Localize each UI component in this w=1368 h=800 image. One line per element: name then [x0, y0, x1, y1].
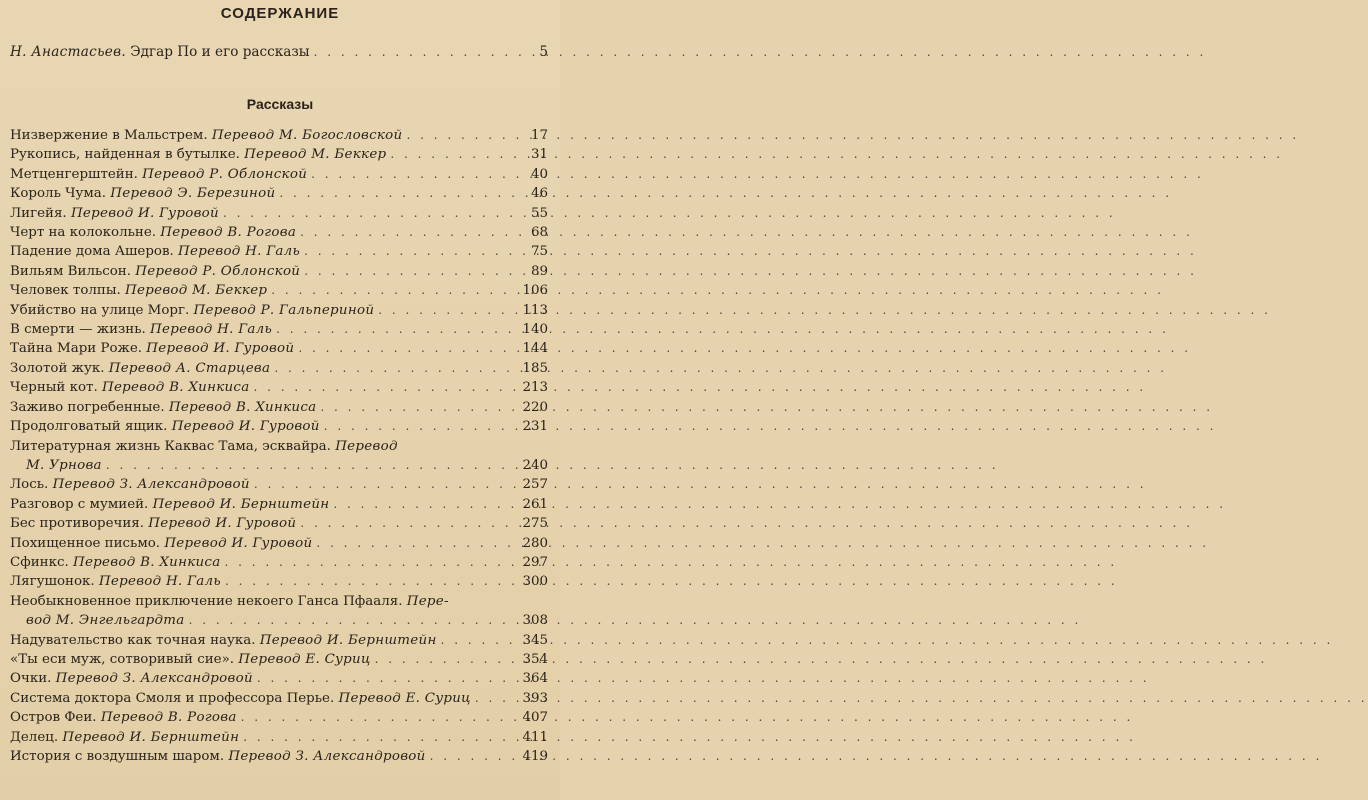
page-number: 261 — [522, 496, 548, 512]
page-number: 89 — [530, 263, 548, 279]
entry-text — [10, 320, 272, 339]
entry-title: Очки. — [10, 671, 52, 687]
toc-entry — [10, 320, 548, 339]
entry-text — [10, 398, 316, 417]
entry-text — [10, 301, 374, 320]
entry-translator: Перевод И. Бернштейн — [259, 632, 437, 648]
entry-translator: Перевод М. Беккер — [244, 147, 387, 163]
entry-translator: Перевод В. Рогова — [100, 710, 237, 726]
entry-title: История с воздушным шаром. — [10, 749, 225, 764]
toc-entry — [10, 301, 548, 320]
entry-title: Разговор с мумией. — [10, 496, 149, 512]
entry-title: Низвержение в Мальстрем. — [10, 128, 208, 143]
entry-text — [10, 339, 294, 358]
leader-dots — [378, 301, 510, 320]
leader-dots — [106, 456, 510, 475]
intro-title: Эдгар По и его рассказы — [130, 44, 310, 60]
entry-text — [10, 378, 250, 397]
page-number: 280 — [522, 535, 548, 551]
entry-line — [10, 437, 548, 456]
leader-dots — [254, 475, 510, 494]
entry-translator: Перевод И. Бернштейн — [152, 496, 330, 512]
page-number: 106 — [522, 283, 548, 299]
leader-dots — [304, 262, 510, 281]
entry-text — [10, 204, 219, 223]
entry-translator: Перевод Н. Галь — [178, 244, 301, 260]
toc-entry — [10, 126, 548, 145]
toc-entry — [10, 145, 548, 164]
entry-title: Бес противоречия. — [10, 516, 144, 532]
leader-dots — [333, 495, 510, 514]
entry-text — [10, 184, 275, 203]
leader-dots — [375, 650, 510, 669]
entry-text — [10, 281, 267, 300]
leader-dots — [430, 747, 510, 766]
entry-text — [10, 708, 237, 727]
entry-translator: Перевод И. Бернштейн — [62, 729, 240, 745]
entry-text — [10, 747, 426, 766]
section-heading: Рассказы — [246, 96, 314, 112]
leader-dots — [241, 708, 510, 727]
entry-line — [10, 456, 548, 475]
entry-title: Падение дома Ашеров. — [10, 244, 174, 260]
entry-title: Лягушонок. — [10, 574, 95, 590]
toc-entry — [10, 378, 548, 397]
page-number: 345 — [522, 632, 548, 648]
entry-title: Тайна Мари Роже. — [10, 341, 143, 357]
leader-dots — [271, 281, 510, 300]
page-number: 55 — [530, 205, 548, 221]
page-number: 213 — [522, 380, 548, 396]
page-number: 17 — [530, 128, 548, 143]
page-number: 220 — [522, 399, 548, 415]
toc-entry — [10, 165, 548, 184]
toc-list — [10, 126, 548, 766]
entry-title: Убийство на улице Морг. — [10, 302, 190, 318]
toc-entry — [10, 398, 548, 417]
entry-translator: Перевод И. Гуровой — [70, 205, 219, 221]
entry-title: Лось. — [10, 477, 49, 493]
entry-translator: Перевод В. Хинкиса — [168, 399, 317, 415]
entry-text — [10, 728, 239, 747]
page-number: 140 — [522, 322, 548, 338]
toc-entry — [10, 359, 548, 378]
page-number: 407 — [522, 710, 548, 726]
entry-translator: Перевод А. Старцева — [108, 360, 271, 376]
entry-text — [10, 689, 471, 708]
page-number: 393 — [522, 690, 548, 706]
intro-entry — [10, 43, 548, 62]
toc-entry — [10, 669, 548, 688]
leader-dots — [441, 631, 510, 650]
leader-dots — [316, 534, 510, 553]
entry-text — [10, 223, 296, 242]
leader-dots — [475, 689, 510, 708]
intro-author: Н. Анастасьев. — [10, 44, 126, 60]
entry-translator: Перевод В. Рогова — [160, 225, 297, 241]
entry-translator: Перевод Н. Галь — [98, 574, 221, 590]
toc-entry — [10, 495, 548, 514]
leader-dots — [406, 126, 510, 145]
entry-translator: Перевод Е. Суриц — [238, 651, 371, 667]
entry-title: Вильям Вильсон. — [10, 263, 131, 279]
toc-entry — [10, 592, 548, 631]
toc-entry — [10, 184, 548, 203]
entry-text — [10, 572, 221, 591]
toc-entry — [10, 708, 548, 727]
entry-text — [10, 242, 300, 261]
entry-text — [10, 417, 320, 436]
toc-entry — [10, 223, 548, 242]
entry-title: Необыкновенное приключение некоего Ганса Пфааля. — [10, 593, 403, 609]
entry-translator-continued: вод М. Энгельгардта — [26, 613, 185, 629]
toc-entry — [10, 572, 548, 591]
leader-dots — [223, 204, 510, 223]
entry-translator: Перевод Р. Гальпериной — [193, 302, 375, 318]
leader-dots — [300, 223, 510, 242]
entry-text — [10, 126, 402, 145]
toc-entry — [10, 281, 548, 300]
leader-dots — [304, 242, 510, 261]
entry-translator: Перевод З. Александровой — [52, 477, 250, 493]
page-number: 46 — [530, 186, 548, 202]
page-number: 300 — [522, 574, 548, 590]
toc-entry — [10, 728, 548, 747]
entry-text — [26, 456, 102, 475]
toc-entry — [10, 242, 548, 261]
toc-entry — [10, 553, 548, 572]
entry-translator: Перевод М. Беккер — [125, 283, 268, 299]
entry-translator: Пере- — [406, 593, 449, 609]
entry-text — [10, 359, 270, 378]
entry-title: Заживо погребенные. — [10, 399, 165, 415]
leader-dots — [243, 728, 510, 747]
entry-title: Продолговатый ящик. — [10, 419, 168, 435]
page-number: 308 — [522, 613, 548, 629]
entry-title: Золотой жук. — [10, 360, 105, 376]
page-number: 240 — [522, 457, 548, 473]
entry-translator: Перевод Э. Березиной — [110, 186, 276, 202]
page-title: СОДЕРЖАНИЕ — [220, 5, 340, 22]
entry-translator: Перевод Н. Галь — [150, 322, 273, 338]
entry-text — [10, 631, 437, 650]
entry-title: Черт на колокольне. — [10, 225, 157, 241]
entry-text — [10, 165, 307, 184]
entry-title: Сфинкс. — [10, 554, 69, 570]
leader-dots — [225, 553, 510, 572]
entry-title: Король Чума. — [10, 186, 106, 202]
leader-dots — [300, 514, 510, 533]
page-number: 275 — [522, 516, 548, 532]
leader-dots — [390, 145, 510, 164]
leader-dots — [311, 165, 510, 184]
entry-title: Делец. — [10, 729, 59, 745]
leader-dots — [189, 611, 510, 630]
entry-text — [10, 262, 300, 281]
entry-text — [10, 553, 221, 572]
entry-text — [10, 495, 329, 514]
page-number: 419 — [522, 749, 548, 764]
toc-entry — [10, 417, 548, 436]
page-number: 68 — [530, 225, 548, 241]
toc-entry — [10, 689, 548, 708]
entry-translator: Перевод — [335, 438, 398, 454]
page-number: 31 — [530, 147, 548, 163]
entry-title: Литературная жизнь Каквас Тама, эсквайра. — [10, 438, 331, 454]
entry-translator-continued: М. Урнова — [26, 457, 102, 473]
page-number: 231 — [522, 419, 548, 435]
toc-entry — [10, 514, 548, 533]
toc-entry — [10, 475, 548, 494]
toc-entry — [10, 631, 548, 650]
leader-dots — [314, 43, 510, 62]
page-number: 113 — [522, 302, 548, 318]
entry-line — [10, 592, 548, 611]
entry-text — [10, 650, 371, 669]
entry-translator: Перевод М. Богословской — [211, 128, 403, 143]
leader-dots — [276, 320, 510, 339]
page-number: 5 — [539, 44, 548, 60]
entry-translator: Перевод З. Александровой — [228, 749, 426, 764]
entry-title: Похищенное письмо. — [10, 535, 161, 551]
leader-dots — [320, 398, 510, 417]
toc-entry — [10, 437, 548, 476]
entry-title: Надувательство как точная наука. — [10, 632, 256, 648]
entry-translator: Перевод В. Хинкиса — [72, 554, 221, 570]
leader-dots — [274, 359, 510, 378]
page-number: 40 — [530, 166, 548, 182]
entry-translator: Перевод Р. Облонской — [142, 166, 308, 182]
toc-entry — [10, 204, 548, 223]
page-number: 411 — [522, 729, 548, 745]
toc-entry — [10, 650, 548, 669]
entry-title: Система доктора Смоля и профессора Перье. — [10, 690, 335, 706]
entry-title: Человек толпы. — [10, 283, 121, 299]
toc-entry — [10, 339, 548, 358]
entry-title: Лигейя. — [10, 205, 67, 221]
entry-translator: Перевод И. Гуровой — [146, 341, 295, 357]
toc-entry — [10, 747, 548, 766]
entry-text — [10, 514, 296, 533]
entry-text — [10, 534, 312, 553]
page-number: 144 — [522, 341, 548, 357]
entry-text — [10, 669, 253, 688]
entry-title: Рукопись, найденная в бутылке. — [10, 147, 240, 163]
page-number: 185 — [522, 360, 548, 376]
entry-text — [10, 145, 386, 164]
leader-dots — [225, 572, 510, 591]
entry-text — [26, 611, 185, 630]
entry-translator: Перевод И. Гуровой — [148, 516, 297, 532]
entry-translator: Перевод И. Гуровой — [171, 419, 320, 435]
entry-translator: Перевод З. Александровой — [55, 671, 253, 687]
leader-dots — [254, 378, 510, 397]
leader-dots — [324, 417, 510, 436]
entry-line — [10, 611, 548, 630]
entry-title: Остров Феи. — [10, 710, 97, 726]
toc-entry — [10, 43, 548, 62]
leader-dots — [298, 339, 510, 358]
entry-translator: Перевод Е. Суриц — [338, 690, 471, 706]
page-number: 297 — [522, 554, 548, 570]
entry-title: Черный кот. — [10, 380, 98, 396]
leader-dots — [279, 184, 510, 203]
entry-translator: Перевод Р. Облонской — [135, 263, 301, 279]
entry-title: В смерти — жизнь. — [10, 322, 146, 338]
entry-title: «Ты еси муж, сотворивый сие». — [10, 651, 235, 667]
toc-entry — [10, 262, 548, 281]
page-number: 257 — [522, 477, 548, 493]
page-number: 354 — [522, 651, 548, 667]
toc-page — [0, 0, 560, 800]
entry-translator: Перевод В. Хинкиса — [101, 380, 250, 396]
page-number: 75 — [530, 244, 548, 260]
page-number: 364 — [522, 671, 548, 687]
entry-text — [10, 475, 250, 494]
leader-dots — [257, 669, 510, 688]
entry-title: Метценгерштейн. — [10, 166, 138, 182]
entry-translator: Перевод И. Гуровой — [164, 535, 313, 551]
toc-entry — [10, 534, 548, 553]
